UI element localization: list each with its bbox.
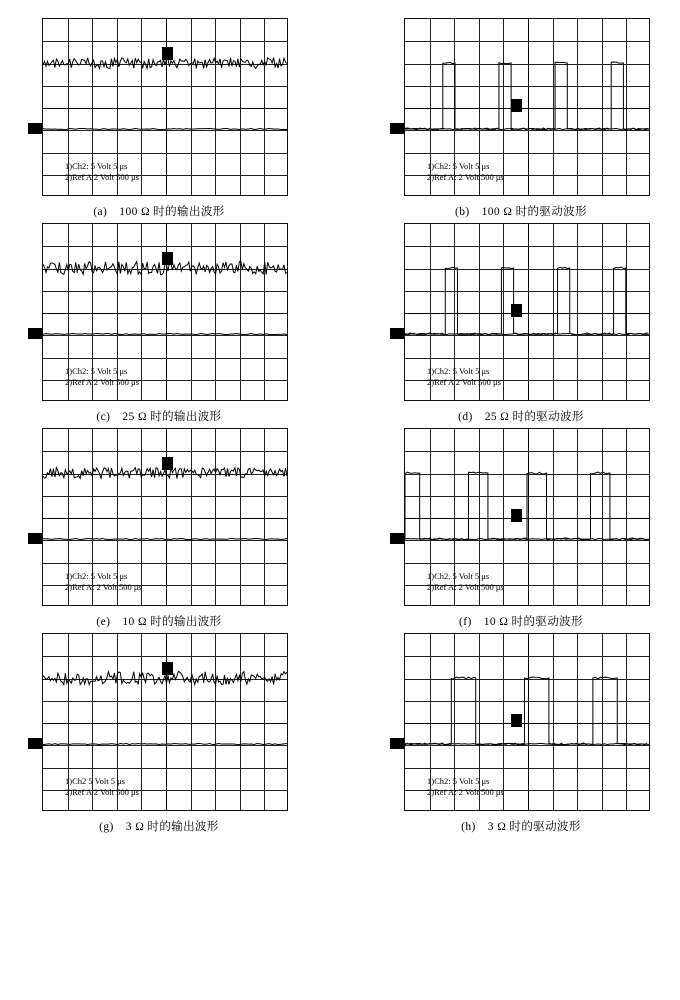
scope-screen-wrapper (390, 223, 652, 401)
figure-panel-h (386, 633, 656, 834)
grid-vline (602, 634, 603, 810)
grid-vline (528, 634, 529, 810)
grid-vline (553, 634, 554, 810)
grid-hline (43, 64, 287, 65)
panel-label: (e) (96, 616, 111, 628)
grid-hline (43, 153, 287, 154)
grid-hline (405, 518, 649, 519)
grid-vline (141, 224, 142, 400)
grid-hline (405, 540, 649, 541)
scope-screen-wrapper (28, 633, 290, 811)
panel-label: (g) (99, 821, 114, 833)
grid-hline (43, 451, 287, 452)
grid-hline (43, 540, 287, 541)
grid-vline (191, 224, 192, 400)
panel-label: (b) (455, 206, 470, 218)
grid-vline (577, 634, 578, 810)
grid-vline (191, 634, 192, 810)
panel-caption (458, 408, 584, 424)
grid-hline (43, 563, 287, 564)
grid-hline (43, 335, 287, 336)
grid-vline (191, 429, 192, 605)
grid-hline (405, 108, 649, 109)
grid-vline (577, 224, 578, 400)
scope-legend-line: 1)Ch2: 5 Volt 5 μs (65, 571, 128, 581)
scope-screen-wrapper (28, 223, 290, 401)
grid-hline (405, 358, 649, 359)
cursor-marker-icon (162, 47, 173, 60)
panel-caption (455, 203, 587, 219)
panel-caption-text: 3 Ω 时的驱动波形 (487, 821, 581, 833)
grid-vline (215, 224, 216, 400)
grid-hline (43, 701, 287, 702)
grid-vline (553, 429, 554, 605)
scope-legend-line: 2)Ref A 2 Volt 500 μs (427, 377, 501, 387)
panel-row (24, 428, 656, 629)
scope-screen (42, 428, 288, 606)
grid-hline (43, 313, 287, 314)
grid-hline (405, 563, 649, 564)
grid-hline (405, 679, 649, 680)
grid-hline (43, 679, 287, 680)
scope-legend-line: 1)Ch2, 5 Volt 5 μs (427, 571, 490, 581)
panel-caption (461, 818, 581, 834)
grid-hline (405, 153, 649, 154)
figure-panel-d (386, 223, 656, 424)
scope-legend-line: 1)Ch2: 5 Volt 5 μs (427, 776, 490, 786)
panel-label: (f) (459, 616, 472, 628)
scope-legend-line: 1)Ch2: 5 Volt 5 μs (427, 161, 490, 171)
scope-screen (404, 18, 650, 196)
panel-row (24, 633, 656, 834)
grid-vline (264, 19, 265, 195)
scope-legend-line: 1)Ch2 5 Volt 5 μs (65, 776, 125, 786)
grid-hline (43, 518, 287, 519)
scope-legend-line: 2)Ref A: 2 Volt 500 μs (427, 172, 504, 182)
grid-hline (405, 701, 649, 702)
panel-caption (96, 408, 221, 424)
panel-caption-text: 3 Ω 时的输出波形 (125, 821, 219, 833)
cursor-marker-icon (162, 252, 173, 265)
grid-hline (405, 291, 649, 292)
figure-panel-e (24, 428, 294, 629)
grid-vline (215, 19, 216, 195)
panel-label: (c) (96, 411, 111, 423)
grid-vline (264, 429, 265, 605)
grid-vline (264, 224, 265, 400)
scope-legend-line: 2)Ref A: 2 Volt 500 μs (427, 582, 504, 592)
grid-vline (577, 19, 578, 195)
panel-grid (24, 18, 656, 834)
scope-screen (42, 633, 288, 811)
grid-hline (405, 64, 649, 65)
grid-hline (43, 656, 287, 657)
grid-vline (215, 429, 216, 605)
grid-hline (43, 108, 287, 109)
ref-level-marker-icon (390, 533, 404, 544)
grid-hline (43, 358, 287, 359)
scope-screen (42, 18, 288, 196)
scope-legend-line: 1)Ch2: 5 Volt 5 μs (65, 161, 128, 171)
grid-vline (240, 429, 241, 605)
grid-hline (405, 269, 649, 270)
grid-vline (240, 634, 241, 810)
grid-vline (240, 19, 241, 195)
grid-hline (405, 313, 649, 314)
ref-level-marker-icon (390, 738, 404, 749)
grid-vline (215, 634, 216, 810)
trace-ch2 (405, 472, 647, 540)
panel-caption-text: 100 Ω 时的输出波形 (119, 206, 225, 218)
grid-hline (43, 86, 287, 87)
grid-hline (405, 496, 649, 497)
figure-panel-a (24, 18, 294, 219)
panel-caption (96, 613, 221, 629)
grid-vline (602, 224, 603, 400)
grid-vline (166, 429, 167, 605)
cursor-marker-icon (511, 509, 522, 522)
cursor-marker-icon (162, 457, 173, 470)
grid-hline (405, 86, 649, 87)
panel-caption (99, 818, 219, 834)
cursor-marker-icon (162, 662, 173, 675)
grid-vline (626, 19, 627, 195)
grid-vline (528, 429, 529, 605)
grid-hline (405, 41, 649, 42)
grid-hline (43, 130, 287, 131)
grid-vline (166, 19, 167, 195)
scope-screen (404, 223, 650, 401)
panel-caption-text: 100 Ω 时的驱动波形 (481, 206, 587, 218)
scope-screen (404, 428, 650, 606)
grid-hline (43, 474, 287, 475)
grid-hline (405, 723, 649, 724)
ref-level-marker-icon (390, 328, 404, 339)
panel-caption (93, 203, 224, 219)
grid-hline (43, 41, 287, 42)
panel-label: (h) (461, 821, 476, 833)
grid-vline (602, 429, 603, 605)
scope-legend-line: 2)Ref A: 2 Volt 500 μs (65, 582, 142, 592)
grid-hline (405, 656, 649, 657)
panel-caption-text: 10 Ω 时的驱动波形 (483, 616, 583, 628)
grid-hline (405, 745, 649, 746)
scope-screen-wrapper (28, 428, 290, 606)
grid-hline (43, 246, 287, 247)
grid-hline (43, 768, 287, 769)
grid-vline (503, 429, 504, 605)
grid-vline (141, 429, 142, 605)
panel-label: (a) (93, 206, 108, 218)
grid-hline (405, 451, 649, 452)
panel-caption (459, 613, 583, 629)
scope-screen-wrapper (28, 18, 290, 196)
cursor-marker-icon (511, 99, 522, 112)
grid-hline (405, 130, 649, 131)
panel-caption-text: 10 Ω 时的输出波形 (122, 616, 222, 628)
grid-vline (264, 634, 265, 810)
ref-level-marker-icon (28, 123, 42, 134)
scope-legend-line: 2)Ref A: 2 Volt 500 μs (427, 787, 504, 797)
grid-vline (503, 19, 504, 195)
grid-vline (528, 224, 529, 400)
figure-panel-b (386, 18, 656, 219)
grid-hline (43, 291, 287, 292)
trace-ch2 (405, 267, 648, 335)
trace-ch2 (405, 62, 648, 130)
scope-legend-line: 2)Ref A 2 Volt 500 μs (65, 377, 139, 387)
panel-caption-text: 25 Ω 时的驱动波形 (484, 411, 584, 423)
scope-legend-line: 1)Ch2: 5 Volt 5 μs (65, 366, 128, 376)
scope-screen-wrapper (390, 18, 652, 196)
grid-vline (626, 634, 627, 810)
ref-level-marker-icon (28, 533, 42, 544)
grid-vline (553, 19, 554, 195)
grid-hline (405, 474, 649, 475)
grid-vline (141, 19, 142, 195)
ref-level-marker-icon (390, 123, 404, 134)
grid-vline (166, 224, 167, 400)
grid-hline (43, 745, 287, 746)
grid-hline (405, 768, 649, 769)
grid-hline (405, 246, 649, 247)
scope-legend-line: 2)Ref A 2 Volt 500 μs (65, 172, 139, 182)
grid-vline (626, 429, 627, 605)
ref-level-marker-icon (28, 328, 42, 339)
panel-label: (d) (458, 411, 473, 423)
scope-screen-wrapper (390, 428, 652, 606)
grid-vline (553, 224, 554, 400)
scope-screen (42, 223, 288, 401)
grid-vline (528, 19, 529, 195)
cursor-marker-icon (511, 304, 522, 317)
panel-row (24, 223, 656, 424)
figure-panel-f (386, 428, 656, 629)
grid-vline (577, 429, 578, 605)
grid-vline (141, 634, 142, 810)
grid-vline (166, 634, 167, 810)
scope-legend-line: 1)Ch2: 5 Volt 5 μs (427, 366, 490, 376)
scope-screen (404, 633, 650, 811)
panel-row (24, 18, 656, 219)
panel-caption-text: 25 Ω 时的输出波形 (122, 411, 222, 423)
trace-ch2 (405, 677, 647, 745)
grid-vline (503, 634, 504, 810)
grid-hline (43, 496, 287, 497)
grid-vline (191, 19, 192, 195)
ref-level-marker-icon (28, 738, 42, 749)
grid-vline (602, 19, 603, 195)
grid-hline (43, 723, 287, 724)
figure-panel-c (24, 223, 294, 424)
scope-legend-line: 2)Ref A 2 Volt 500 μs (65, 787, 139, 797)
cursor-marker-icon (511, 714, 522, 727)
grid-hline (405, 335, 649, 336)
scope-screen-wrapper (390, 633, 652, 811)
grid-vline (626, 224, 627, 400)
figure-panel-g (24, 633, 294, 834)
grid-vline (240, 224, 241, 400)
grid-hline (43, 269, 287, 270)
grid-vline (503, 224, 504, 400)
